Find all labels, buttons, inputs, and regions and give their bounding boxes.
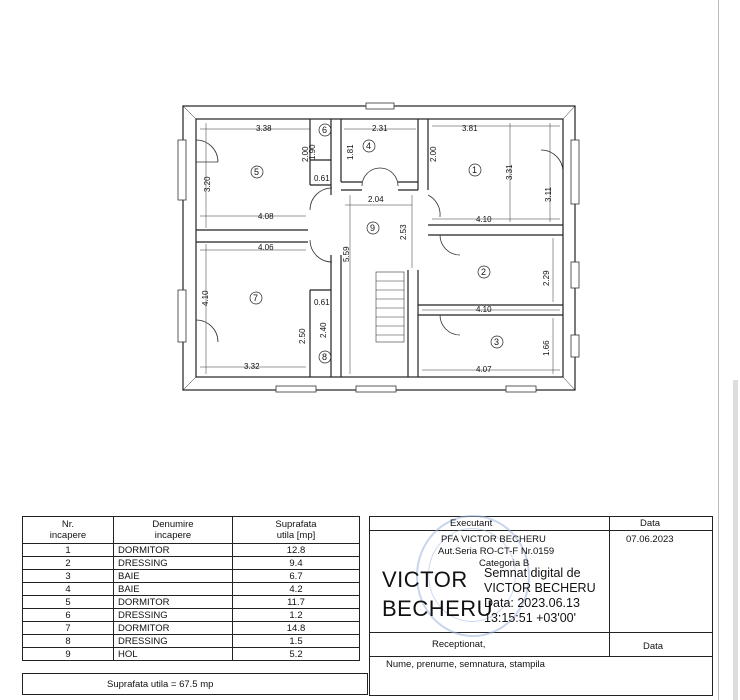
room-number-2: 2 xyxy=(481,267,487,277)
col-nr-label: Nr. incapere xyxy=(49,519,87,541)
dim-v-1: 1.90 xyxy=(308,144,317,160)
cell-nr: 7 xyxy=(23,622,114,635)
cell-area: 1.2 xyxy=(233,609,360,622)
dim-bottom-2: 4.07 xyxy=(476,365,492,374)
dim-v-6: 3.31 xyxy=(505,164,514,180)
receptionat-footer: Nume, prenume, semnatura, stampila xyxy=(386,659,545,670)
cell-nr: 1 xyxy=(23,544,114,557)
cell-nr: 6 xyxy=(23,609,114,622)
executant-line1: PFA VICTOR BECHERU xyxy=(441,534,546,545)
signed-date: Data: 2023.06.13 xyxy=(484,596,580,610)
cell-area: 14.8 xyxy=(233,622,360,635)
dim-top-1: 3.38 xyxy=(256,124,272,133)
dim-v-9: 2.53 xyxy=(399,224,408,240)
dim-v-13: 2.40 xyxy=(319,322,328,338)
label-061-a: 0.61 xyxy=(314,174,330,183)
dim-v-10: 2.29 xyxy=(542,270,551,286)
room-number-7: 7 xyxy=(253,293,259,303)
table-row xyxy=(23,557,360,570)
cell-area: 12.8 xyxy=(233,544,360,557)
dim-mid-upper-3: 4.10 xyxy=(476,215,492,224)
cell-nr: 9 xyxy=(23,648,114,661)
table-row xyxy=(23,570,360,583)
divider xyxy=(609,632,610,656)
dim-v-12: 2.50 xyxy=(298,328,307,344)
cell-name: DORMITOR xyxy=(114,544,233,557)
col-name-header xyxy=(114,517,233,544)
room-number-8: 8 xyxy=(322,352,328,362)
cell-name: HOL xyxy=(114,648,233,661)
divider xyxy=(369,656,713,657)
outer-wall-inner xyxy=(196,119,563,377)
cell-name: BAIE xyxy=(114,583,233,596)
rooms-table xyxy=(22,516,360,661)
cell-nr: 4 xyxy=(23,583,114,596)
cell-nr: 2 xyxy=(23,557,114,570)
room-number-5: 5 xyxy=(254,167,260,177)
executant-line2: Aut.Seria RO-CT-F Nr.0159 xyxy=(438,546,555,557)
table-row xyxy=(23,635,360,648)
cell-nr: 3 xyxy=(23,570,114,583)
data-value: 07.06.2023 xyxy=(626,534,674,545)
dim-v-11: 4.10 xyxy=(201,290,210,306)
table-row xyxy=(23,596,360,609)
cell-name: DRESSING xyxy=(114,609,233,622)
executant-header: Executant xyxy=(450,518,493,529)
signature-name-last: BECHERU xyxy=(382,596,494,621)
dim-bottom-1: 3.32 xyxy=(244,362,260,371)
col-area-header xyxy=(233,517,360,544)
dim-top-2: 2.31 xyxy=(372,124,388,133)
room-number-9: 9 xyxy=(370,223,376,233)
cell-name: DRESSING xyxy=(114,635,233,648)
dim-v-14: 1.66 xyxy=(542,340,551,356)
executant-line3: Categoria B xyxy=(479,558,530,569)
room-number-3: 3 xyxy=(494,337,500,347)
table-row xyxy=(23,544,360,557)
cell-area: 6.7 xyxy=(233,570,360,583)
col-nr-header xyxy=(23,517,114,544)
room-number-1: 1 xyxy=(472,165,478,175)
table-row xyxy=(23,622,360,635)
dim-mid-lower-1: 4.06 xyxy=(258,243,274,252)
cell-name: DRESSING xyxy=(114,557,233,570)
cell-nr: 8 xyxy=(23,635,114,648)
cell-area: 9.4 xyxy=(233,557,360,570)
col-name-label: Denumire incapere xyxy=(152,519,194,541)
table-row xyxy=(23,648,360,661)
cell-area: 11.7 xyxy=(233,596,360,609)
signed-by-line1: Semnat digital de xyxy=(484,566,581,580)
divider xyxy=(369,632,713,633)
dim-v-5: 3.20 xyxy=(203,176,212,192)
table-row xyxy=(23,583,360,596)
divider xyxy=(369,530,713,531)
signature-name-first: VICTOR xyxy=(382,567,468,592)
total-area: Suprafata utila = 67.5 mp xyxy=(22,673,368,695)
dim-v-4: 2.00 xyxy=(429,146,438,162)
dim-v-8: 5.59 xyxy=(342,246,351,262)
divider xyxy=(609,516,610,632)
table-row xyxy=(23,609,360,622)
cell-name: DORMITOR xyxy=(114,622,233,635)
dim-v-7: 3.11 xyxy=(544,187,553,202)
cell-area: 1.5 xyxy=(233,635,360,648)
signed-by-line2: VICTOR BECHERU xyxy=(484,581,596,595)
dim-mid-lower-2: 4.10 xyxy=(476,305,492,314)
cell-name: BAIE xyxy=(114,570,233,583)
outer-wall-outer xyxy=(183,106,575,390)
data-header: Data xyxy=(640,518,661,529)
dim-top-3: 3.81 xyxy=(462,124,478,133)
room-number-4: 4 xyxy=(366,141,372,151)
cell-area: 5.2 xyxy=(233,648,360,661)
room-number-6: 6 xyxy=(322,125,328,135)
cell-area: 4.2 xyxy=(233,583,360,596)
dim-mid-upper-1: 4.08 xyxy=(258,212,274,221)
col-area-label: Suprafata utila [mp] xyxy=(275,519,317,541)
receptionat-label: Receptionat, xyxy=(432,639,486,650)
table-header-row xyxy=(23,517,360,544)
dim-v-2: 2.00 xyxy=(301,146,310,162)
signed-time: 13:15:51 +03'00' xyxy=(484,611,577,625)
label-061-b: 0.61 xyxy=(314,298,330,307)
receptionat-data-label: Data xyxy=(643,641,664,652)
dim-mid-upper-2: 2.04 xyxy=(368,195,384,204)
dim-v-3: 1.81 xyxy=(346,144,355,160)
cell-nr: 5 xyxy=(23,596,114,609)
cell-name: DORMITOR xyxy=(114,596,233,609)
